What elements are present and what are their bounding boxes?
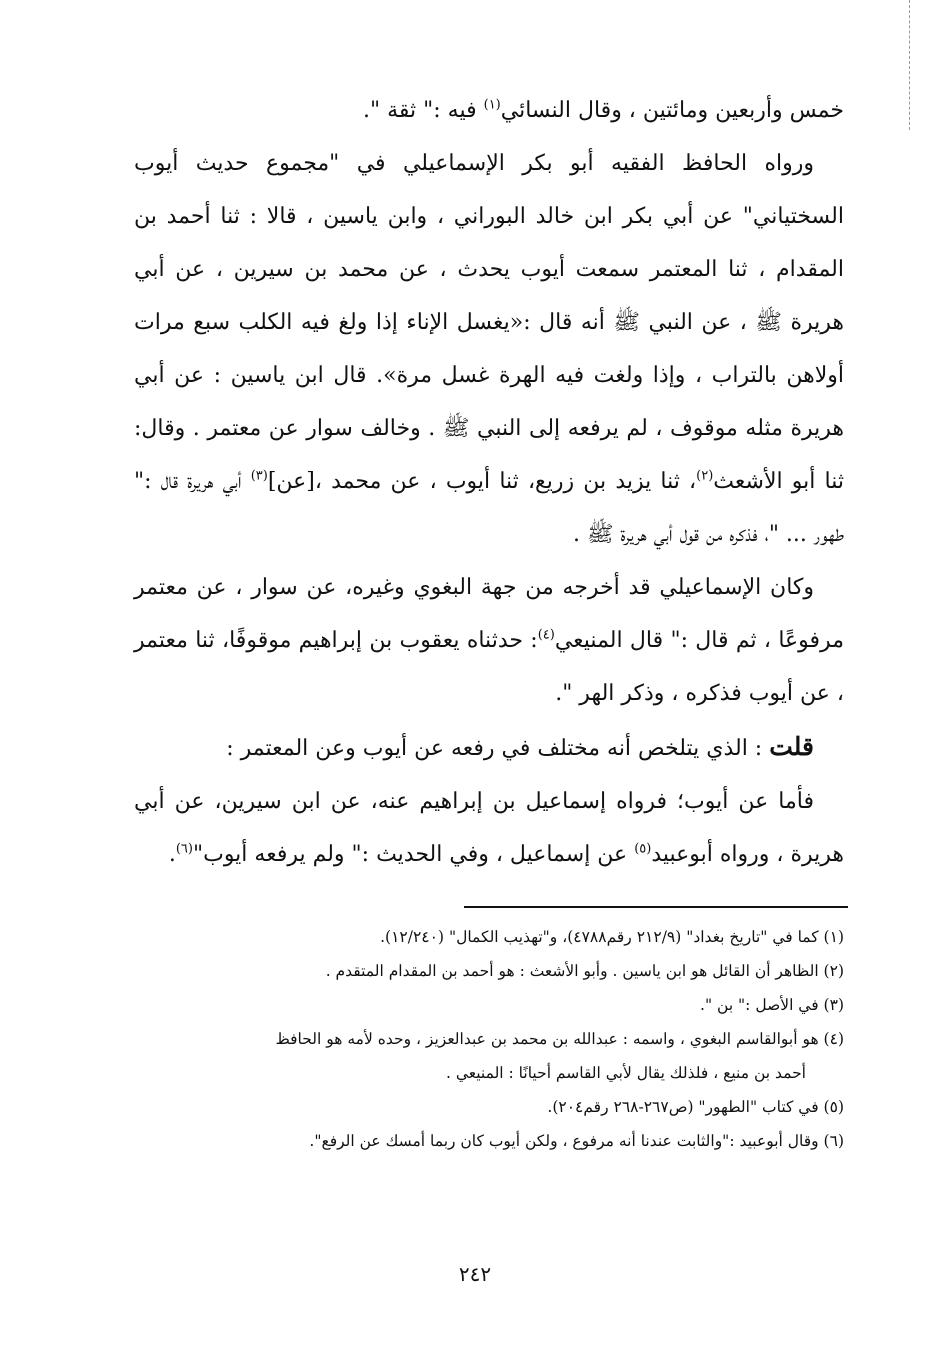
footnotes: [134, 920, 844, 1158]
paragraph-2: ورواه الحافظ الفقيه أبو بكر الإسماعيلي في "مجموع حديث أيوب السختياني" عن أبي بكر ابن خالد البوراني ، وابن ياسين ، قالا : ثنا أحمد بن المقدام ، ثنا المعتمر سمعت أيوب يحدث ، عن محمد بن سيرين ، عن أبي هريرة ﷺ ، عن النبي ﷺ أنه قال :«يغسل الإناء إذا ولغ فيه الكلب سبع مرات أولاهن بالتراب ، وإذا ولغت فيه الهرة غسل مرة». قال ابن ياسين : عن أبي هريرة مثله موقوف ، لم يرفعه إلى النبي ﷺ . وخالف سوار عن معتمر . وقال: ثنا أبو الأشعث$^{(٢)}$، ثنا يزيد بن زريع، ثنا أيوب ، عن محمد ،[عن]$^{(٣)}$ أبي هريرة قال :" طهور ... "، فذكره من قول أبي هريرة ﷺ .: [134, 151, 845, 547]
qult-label: قلت: [769, 732, 814, 761]
footnote-4: (٤) هو أبوالقاسم البغوي ، واسمه : عبدالله بن محمد بن عبدالعزيز ، وحده لأمه هو الحافظ: [275, 1030, 844, 1048]
footnote-ref-5: (٥): [634, 841, 652, 857]
footnote-4-continuation: أحمد بن منيع ، فلذلك يقال لأبي القاسم أحيانًا : المنيعي .: [446, 1064, 806, 1082]
footnote-6: (٦) وقال أبوعبيد :"والثابت عندنا أنه مرفوع ، ولكن أيوب كان ربما أمسك عن الرفع".: [309, 1132, 844, 1150]
footnote-ref-3: (٣): [250, 468, 268, 484]
footnote-ref-1: (١): [483, 97, 501, 113]
footnote-ref-6: (٦): [175, 841, 193, 857]
footnote-ref-2: (٢): [696, 468, 714, 484]
scan-edge-mark: [891, 0, 910, 130]
paragraph-3: وكان الإسماعيلي قد أخرجه من جهة البغوي وغيره، عن سوار ، عن معتمر مرفوعًا ، ثم قال :" قال المنيعي$^{(٤)}$: حدثناه يعقوب بن إبراهيم موقوفًا، ثنا معتمر ، عن أيوب فذكره ، وذكر الهر ".: [134, 575, 844, 706]
footnote-ref-4: (٤): [537, 627, 555, 643]
footnote-divider: [464, 906, 848, 908]
footnote-2: (٢) الظاهر أن القائل هو ابن ياسين . وأبو الأشعث : هو أحمد بن المقدام المتقدم .: [325, 962, 844, 980]
footnote-3: (٣) في الأصل :" بن ".: [700, 996, 844, 1014]
paragraph-5: فأما عن أيوب؛ فرواه إسماعيل بن إبراهيم عنه، عن ابن سيرين، عن أبي هريرة ، ورواه أبوعبيد$^{(٥)}$ عن إسماعيل ، وفي الحديث :" ولم يرفعه أيوب"$^{(٦)}$.: [134, 789, 844, 867]
footnote-5: (٥) في كتاب "الطهور" (ص٢٦٧-٢٦٨ رقم٢٠٤).: [547, 1098, 844, 1116]
main-text: [134, 84, 844, 881]
paragraph-1: خمس وأربعين ومائتين ، وقال النسائي$^{(١)}$ فيه :" ثقة ".: [362, 97, 844, 123]
footnote-1: (١) كما في "تاريخ بغداد" (٢١٢/٩ رقم٤٧٨٨)، و"تهذيب الكمال" (١٢/٢٤٠).: [380, 928, 844, 946]
page-number: ٢٤٢: [458, 1262, 492, 1286]
paragraph-4: قلت : الذي يتلخص أنه مختلف في رفعه عن أيوب وعن المعتمر :: [226, 732, 814, 761]
